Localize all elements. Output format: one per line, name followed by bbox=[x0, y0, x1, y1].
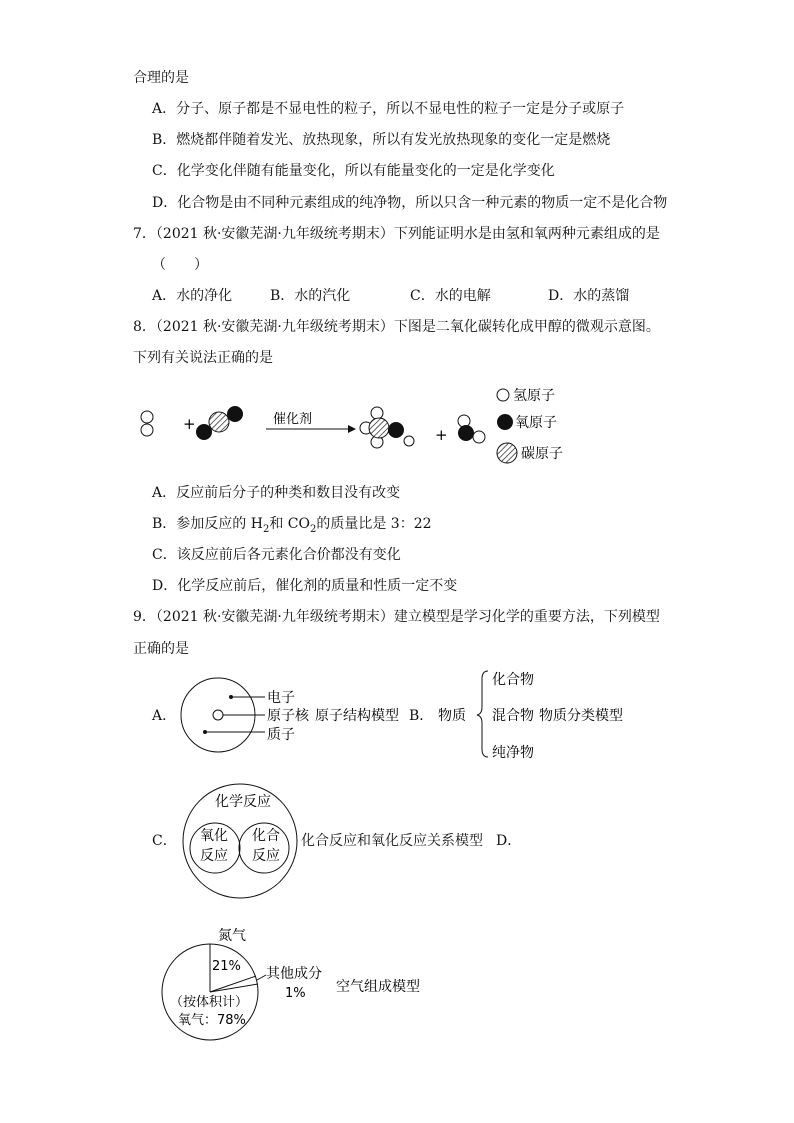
legend-carbon-icon bbox=[497, 443, 517, 463]
pie-divider-3 bbox=[210, 984, 258, 992]
electron-label: 电子 bbox=[267, 690, 295, 706]
plus-sign-1: + bbox=[183, 415, 196, 433]
legend-oxygen-icon bbox=[497, 414, 513, 430]
reaction-model-caption: 化合反应和氧化反应关系模型 bbox=[301, 833, 483, 849]
nucleus-icon bbox=[213, 710, 223, 720]
h2-molecule bbox=[141, 411, 153, 436]
q7-option-a: A．水的净化 bbox=[152, 288, 233, 304]
oxidation-label-2: 反应 bbox=[200, 848, 228, 864]
legend-hydrogen-label: 氢原子 bbox=[513, 388, 555, 404]
atom-model-caption: 原子结构模型 bbox=[315, 708, 399, 724]
q9-stem-line1: 9．（2021 秋·安徽芜湖·九年级统考期末）建立模型是学习化学的重要方法，下列模型 bbox=[133, 609, 660, 625]
reaction-relationship-diagram bbox=[176, 782, 301, 902]
oxygen-label: 氧气：78% bbox=[178, 1013, 246, 1028]
matter-classification-diagram bbox=[436, 665, 636, 765]
h2o-molecule bbox=[458, 415, 485, 443]
pie-divider-2 bbox=[210, 976, 256, 992]
q6-option-b: B．燃烧都伴随着发光、放热现象，所以有发光放热现象的变化一定是燃烧 bbox=[152, 132, 611, 148]
q7-answer-paren: （ ） bbox=[152, 257, 208, 273]
compound-label: 化合物 bbox=[492, 672, 534, 688]
q9-option-a-label: A． bbox=[152, 708, 177, 724]
nitrogen-label: 氮气 bbox=[218, 928, 246, 944]
nucleus-label: 原子核 bbox=[267, 708, 309, 724]
q6-option-a: A．分子、原子都是不显电性的粒子，所以不显电性的粒子一定是分子或原子 bbox=[152, 101, 625, 117]
proton-label: 质子 bbox=[267, 727, 295, 743]
legend-hydrogen-icon bbox=[497, 389, 509, 401]
other-leader-line bbox=[257, 975, 266, 980]
catalyst-label: 催化剂 bbox=[273, 412, 313, 427]
chemical-reaction-label: 化学反应 bbox=[215, 794, 271, 810]
atom-structure-diagram bbox=[175, 675, 405, 755]
q8-option-d: D．化学反应前后，催化剂的质量和性质一定不变 bbox=[152, 578, 458, 594]
pure-substance-label: 纯净物 bbox=[492, 745, 534, 761]
legend-carbon-label: 碳原子 bbox=[521, 446, 563, 462]
q8-option-a: A．反应前后分子的种类和数目没有改变 bbox=[152, 485, 401, 501]
legend-oxygen-label: 氧原子 bbox=[515, 415, 557, 431]
mixture-label: 混合物 bbox=[492, 708, 534, 724]
brace-icon bbox=[477, 671, 488, 757]
co2-molecule bbox=[196, 406, 243, 440]
q7-stem: 7．（2021 秋·安徽芜湖·九年级统考期末）下列能证明水是由氢和氧两种元素组成的是 bbox=[133, 226, 660, 242]
pct-21-label: 21% bbox=[212, 959, 241, 974]
plus-sign-2: + bbox=[435, 426, 448, 444]
q6-option-d: D．化合物是由不同种元素组成的纯净物，所以只含一种元素的物质一定不是化合物 bbox=[152, 195, 668, 211]
q9-option-c-label: C． bbox=[152, 833, 177, 849]
q7-option-d: D．水的蒸馏 bbox=[548, 288, 630, 304]
q9-stem-line2: 正确的是 bbox=[133, 641, 189, 657]
q8-reaction-diagram bbox=[130, 380, 590, 475]
classification-model-caption: 物质分类模型 bbox=[539, 708, 623, 724]
q7-option-c: C．水的电解 bbox=[410, 288, 491, 304]
oxidation-label-1: 氧化 bbox=[200, 828, 228, 844]
intro-text: 合理的是 bbox=[133, 70, 189, 86]
q8-option-c: C．该反应前后各元素化合价都没有变化 bbox=[152, 547, 401, 563]
combination-label-2: 反应 bbox=[252, 848, 280, 864]
matter-label: 物质 bbox=[438, 708, 466, 724]
methanol-molecule bbox=[360, 407, 414, 448]
q8-option-b: B．参加反应的 $H_2$和 $CO_2$的质量比是 3：22 bbox=[152, 516, 432, 535]
q8-stem-line2: 下列有关说法正确的是 bbox=[133, 350, 273, 366]
pct-1-label: 1% bbox=[285, 986, 306, 1001]
q6-option-c: C．化学变化伴随有能量变化，所以有能量变化的一定是化学变化 bbox=[152, 163, 555, 179]
q9-option-d-label: D． bbox=[496, 833, 522, 849]
basis-label: （按体积计） bbox=[170, 995, 249, 1010]
air-composition-diagram bbox=[160, 920, 430, 1045]
air-model-caption: 空气组成模型 bbox=[336, 979, 420, 995]
combination-label-1: 化合 bbox=[252, 828, 280, 844]
q9-option-b-label: B． bbox=[409, 708, 434, 724]
q8-stem-line1: 8．（2021 秋·安徽芜湖·九年级统考期末）下图是二氧化碳转化成甲醇的微观示意图。 bbox=[133, 319, 660, 335]
q7-option-b: B．水的汽化 bbox=[270, 288, 351, 304]
other-label: 其他成分 bbox=[266, 966, 322, 982]
